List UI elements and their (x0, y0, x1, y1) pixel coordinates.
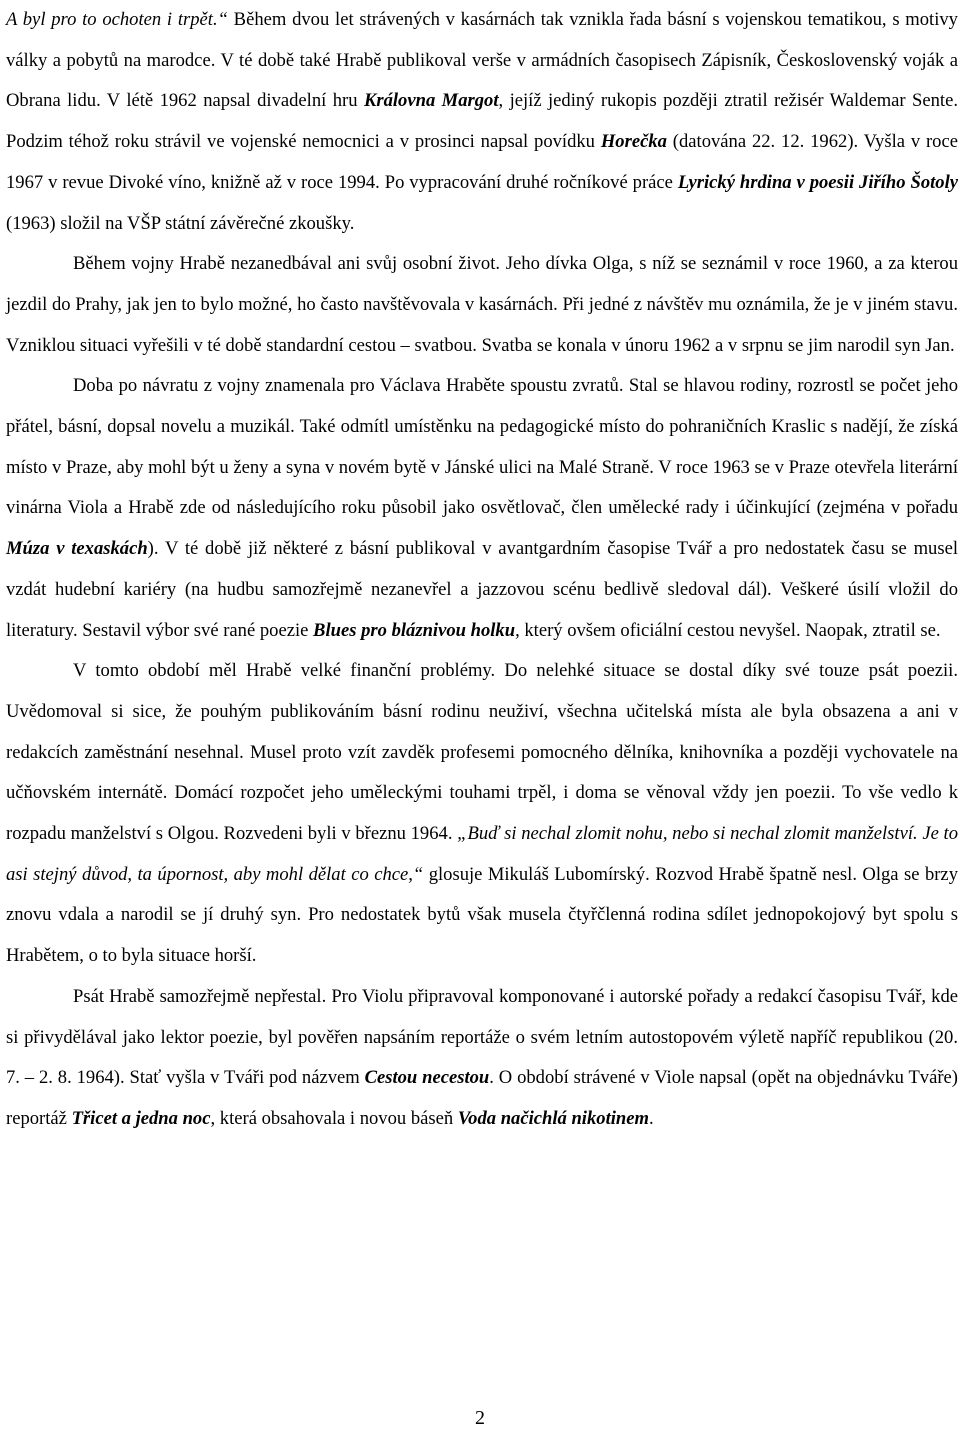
text-run: , jejíž jediný rukopis později ztratil režisér Waldemar Sente. Podzim téhož roku strávil ve vojenské nemocnici a v prosinci napsal povídku (6, 90, 958, 153)
text-run: V tomto období měl Hrabě velké finanční problémy. Do nelehké situace se dostal díky své touze psát poezii. Uvědomoval si sice, že pouhým publikováním básní rodinu neuživí, všechna učitelská místa ale byla obsazena a ani v redakcích zaměstnání nesehnal. Musel proto vzít zavděk profesemi pomocného dělníka, knihovníka a později vychovatele na učňovském internátě. Domácí rozpočet jeho uměleckými touhami trpěl, i doma se věnoval vždy jen poezii. To vše vedlo k rozpadu manželství s Olgou. Rozvedeni byli v březnu 1964. (6, 660, 958, 845)
text-run: Psát Hrabě samozřejmě nepřestal. Pro Violu připravoval komponované i autorské pořady a redakcí časopisu Tvář, kde si přivydělával jako lektor poezie, byl pověřen napsáním reportáže o svém letním autostopovém výletě napříč republikou (20. 7. – 2. 8. 1964). Stať vyšla v Tváři pod názvem (6, 985, 958, 1089)
paragraph (6, 366, 958, 651)
text-run: . (648, 1107, 654, 1129)
work-title: Lyrický hrdina v poesii Jiřího Šotoly (677, 171, 959, 193)
text-run: . O období strávené v Viole napsal (opět na objednávku Tváře) reportáž (6, 1067, 958, 1129)
italic-quote: A byl pro to ochoten i trpět.“ (6, 9, 228, 30)
paragraph (6, 0, 958, 244)
text-run: (1963) složil na VŠP státní závěrečné zkoušky. (6, 212, 355, 234)
paragraph (6, 244, 958, 366)
document-page (6, 0, 958, 1140)
document-body (6, 0, 958, 1140)
work-title: Blues pro bláznivou holku (313, 619, 516, 641)
text-run: Během dvou let strávených v kasárnách tak vznikla řada básní s vojenskou tematikou, s motivy války a pobytů na marodce. V té době také Hrabě publikoval verše v armádních časopisech Zápisník, Československý voják a Obrana lidu. V létě 1962 napsal divadelní hru (6, 9, 958, 112)
text-run: (datována 22. 12. 1962). Vyšla v roce 1967 v revue Divoké víno, knižně až v roce 1994. Po vypracování druhé ročníkové práce (6, 131, 958, 193)
work-title: Múza v texaskách (6, 538, 148, 560)
paragraph (6, 977, 958, 1140)
work-title: Horečka (600, 131, 667, 153)
text-run: glosuje Mikuláš Lubomírský. Rozvod Hrabě špatně nesl. Olga se brzy znovu vdala a narodil se jí druhý syn. Pro nedostatek bytů však musela čtyřčlenná rodina sdílet jednopokojový byt spolu s Hrabětem, o to byla situace horší. (6, 863, 958, 967)
text-run: , který ovšem oficiální cestou nevyšel. Naopak, ztratil se. (515, 619, 941, 641)
text-run: , která obsahovala i novou báseň (210, 1107, 458, 1129)
work-title: Voda načichlá nikotinem (457, 1107, 649, 1129)
text-run: ). V té době již některé z básní publikoval v avantgardním časopise Tvář a pro nedostatek času se musel vzdát hudební kariéry (na hudbu samozřejmě nezanevřel a jazzovou scénu bedlivě sledoval dál). Veškeré úsilí vložil do literatury. Sestavil výbor své rané poezie (6, 538, 958, 641)
work-title: Třicet a jedna noc (71, 1107, 211, 1129)
paragraph (6, 651, 958, 977)
text-run: Během vojny Hrabě nezanedbával ani svůj osobní život. Jeho dívka Olga, s níž se seznámil v roce 1960, a za kterou jezdil do Prahy, jak jen to bylo možné, ho často navštěvovala v kasárnách. Při jedné z návštěv mu oznámila, že je v jiném stavu. Vzniklou situaci vyřešili v té době standardní cestou – svatbou. Svatba se konala v únoru 1962 a v srpnu se jim narodil syn Jan. (6, 253, 958, 356)
work-title: Královna Margot (363, 90, 499, 112)
text-run: Doba po návratu z vojny znamenala pro Václava Hraběte spoustu zvratů. Stal se hlavou rodiny, rozrostl se počet jeho přátel, básní, dopsal novelu a muzikál. Také odmítl umístěnku na pedagogické místo do pohraničních Kraslic s nadějí, že získá místo v Praze, aby mohl být u ženy a syna v novém bytě v Jánské ulici na Malé Straně. V roce 1963 se v Praze otevřela literární vinárna Viola a Hrabě zde od následujícího roku působil jako osvětlovač, člen umělecké rady i účinkující (zejména v pořadu (6, 375, 958, 519)
page-number: 2 (475, 1407, 485, 1429)
work-title: Cestou necestou (364, 1067, 490, 1089)
italic-quote: „Buď si nechal zlomit nohu, nebo si nechal zlomit manželství. Je to asi stejný důvod, ta úpornost, aby mohl dělat co chce,“ (6, 823, 958, 885)
